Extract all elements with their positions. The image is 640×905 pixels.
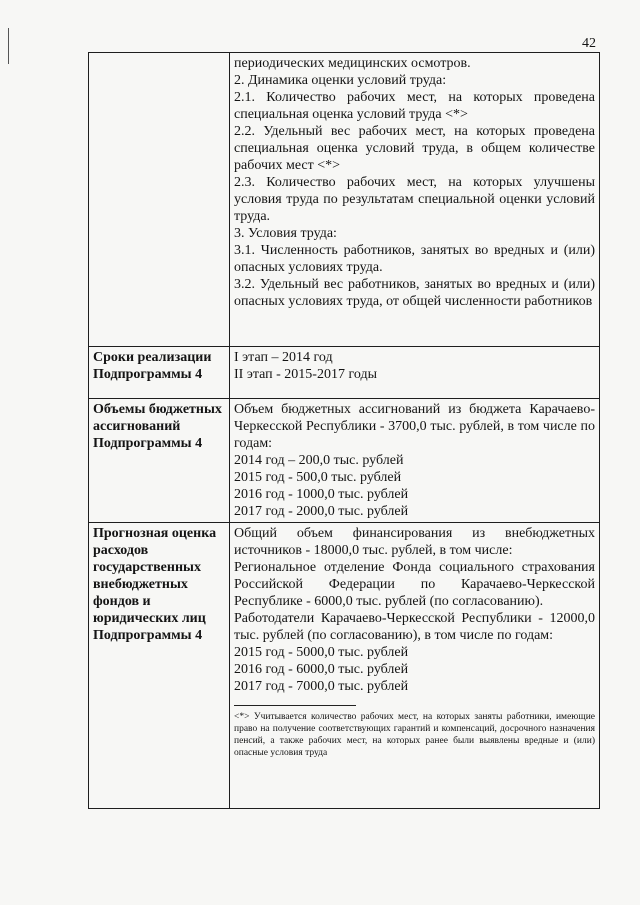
indicator-line: 2.2. Удельный вес рабочих мест, на которых проведена специальная оценка условий труда, в общем количестве рабочих мест <*> bbox=[234, 124, 595, 173]
row-label-budget: Объемы бюджетных ассигнований Подпрограммы 4 bbox=[89, 399, 230, 523]
stage-line: I этап – 2014 год bbox=[234, 350, 333, 365]
indicator-line: 3.1. Численность работников, занятых во вредных и (или) опасных условиях труда. bbox=[234, 243, 595, 275]
indicator-line: 2.1. Количество рабочих мест, на которых проведена специальная оценка условий труда <*> bbox=[234, 90, 595, 122]
row-label-forecast: Прогнозная оценка расходов государственных внебюджетных фондов и юридических лиц Подпрограммы 4 bbox=[89, 523, 230, 809]
table-row-budget bbox=[89, 399, 600, 523]
indicator-line: 2. Динамика оценки условий труда: bbox=[234, 73, 447, 88]
row-value-budget bbox=[230, 399, 600, 523]
table-row-terms bbox=[89, 347, 600, 399]
row-value-terms bbox=[230, 347, 600, 399]
table-row-indicators bbox=[89, 53, 600, 347]
budget-year-line: 2016 год - 1000,0 тыс. рублей bbox=[234, 487, 409, 502]
footnote: <*> Учитывается количество рабочих мест, на которых заняты работники, имеющие право на получение соответствующих гарантий и компенсаций, досрочного назначения пенсий, а также рабочих мест, на которых ранее были выявлены вредные и (или) опасные условия труда bbox=[234, 712, 595, 758]
passport-table bbox=[88, 52, 600, 809]
forecast-line: Региональное отделение Фонда социального страхования Российской Федерации по Карачаево-Черкесской Республике - 6000,0 тыс. рублей (по согласованию). bbox=[234, 560, 595, 609]
row-label-empty bbox=[89, 53, 230, 347]
indicator-line: 3. Условия труда: bbox=[234, 226, 337, 241]
footnote-separator bbox=[234, 705, 356, 706]
row-value-forecast bbox=[230, 523, 600, 809]
stage-line: II этап - 2015-2017 годы bbox=[234, 367, 377, 382]
table-row-forecast bbox=[89, 523, 600, 809]
forecast-year-line: 2015 год - 5000,0 тыс. рублей bbox=[234, 645, 409, 660]
budget-line: Объем бюджетных ассигнований из бюджета Карачаево-Черкесской Республики - 3700,0 тыс. рублей, в том числе по годам: bbox=[234, 402, 595, 451]
scan-edge-mark bbox=[8, 28, 9, 64]
forecast-line: Работодатели Карачаево-Черкесской Республики - 12000,0 тыс. рублей (по согласованию), в том числе по годам: bbox=[234, 611, 595, 643]
budget-year-line: 2014 год – 200,0 тыс. рублей bbox=[234, 453, 404, 468]
page-number: 42 bbox=[582, 36, 596, 51]
forecast-year-line: 2016 год - 6000,0 тыс. рублей bbox=[234, 662, 409, 677]
budget-year-line: 2017 год - 2000,0 тыс. рублей bbox=[234, 504, 409, 519]
indicator-line: 2.3. Количество рабочих мест, на которых улучшены условия труда по результатам специальной оценки условий труда. bbox=[234, 175, 595, 224]
row-value-indicators bbox=[230, 53, 600, 347]
forecast-line: Общий объем финансирования из внебюджетных источников - 18000,0 тыс. рублей, в том числе: bbox=[234, 526, 595, 558]
forecast-year-line: 2017 год - 7000,0 тыс. рублей bbox=[234, 679, 409, 694]
budget-year-line: 2015 год - 500,0 тыс. рублей bbox=[234, 470, 402, 485]
row-label-terms: Сроки реализации Подпрограммы 4 bbox=[89, 347, 230, 399]
indicator-line: периодических медицинских осмотров. bbox=[234, 56, 471, 71]
indicator-line: 3.2. Удельный вес работников, занятых во вредных и (или) опасных условиях труда, от общей численности работников bbox=[234, 277, 595, 309]
